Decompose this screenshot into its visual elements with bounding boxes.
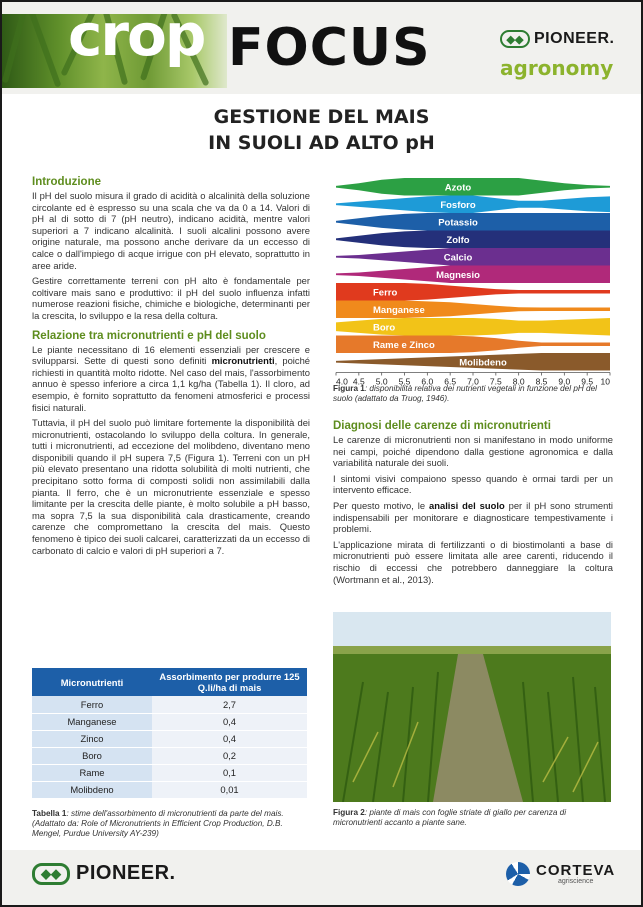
title-line-1: GESTIONE DEL MAIS [213,106,430,128]
chart-band-label: Magnesio [436,269,480,281]
corn-field-illustration [333,612,611,802]
pioneer-logo-top [500,30,614,48]
agronomy-label: agronomy [500,56,614,80]
pioneer-logo-icon: ◆◆ [32,863,70,885]
chart-x-tick-label: 10 [600,376,610,386]
diagnosis-paragraph-3 [333,500,613,535]
chart-x-tick-label: 5.5 [398,376,411,386]
figure-1-label: Figura 1 [333,384,365,393]
table-cell-nutrient: Boro [32,747,152,764]
chart-x-tick-label: 5.0 [375,376,388,386]
diagnosis-heading: Diagnosi delle carenze di micronutrienti [333,420,551,432]
diagnosis-p3-text-a: Per questo motivo, le [333,499,430,511]
relation-heading: Relazione tra micronutrienti e pH del suolo [32,329,266,342]
corteva-sub: agriscience [558,878,594,885]
chart-band-zolfo [336,231,610,249]
chart-band-label: Molibdeno [459,357,507,369]
intro-heading: Introduzione [32,176,101,188]
page-title [0,104,643,156]
corteva-wordmark [536,863,615,885]
table-row [32,747,307,764]
table-row [32,713,307,730]
table-cell-uptake: 0,4 [152,730,307,747]
focus-wordmark: FOCUS [228,18,431,78]
table-cell-uptake: 0,4 [152,713,307,730]
pioneer-logo-icon: ◆◆ [500,30,530,48]
intro-paragraph-1: Il pH del suolo misura il grado di acidità o alcalinità della soluzione circolante ed è espresso su una scala che va da 0 a 14. Valori di pH al di sotto di 7 (pH neutro), indicano acidità, mentre valori superiori a 7 indicano alcalinità. I suoli alcalini possono avere origine naturale, ma possono anche derivare da un eccesso di calce o dall'impiego di acque irrigue con pH elevato, soprattutto in aree aride. [32,190,310,271]
table-row [32,764,307,781]
chart-x-tick-label: 8.5 [535,376,548,386]
right-column [333,420,613,589]
crop-wordmark: crop [68,1,205,69]
chart-band-label: Rame e Zinco [373,339,435,351]
table-cell-nutrient: Ferro [32,696,152,713]
table-caption-text: : stime dell'assorbimento di micronutrienti da parte del mais. (Adattato da: Role of Micronutrients in Efficient Crop Production, D.B. Mengel, Purdue University AY-239) [32,808,284,838]
table-cell-nutrient: Manganese [32,713,152,730]
table-row [32,696,307,713]
chart-band-label: Potassio [438,217,478,229]
table-row [32,730,307,747]
relation-p1-bold: micronutrienti [211,355,275,367]
relation-p1-text-c: , poiché richiesti in quantità molto ridotte. Nel caso del mais, l'assorbimento annuo è spesso inferiore a circa 1,1 kg/ha (Tabella 1). Il cloro, ad esempio, è fornito soprattutto da fenomeni atmosferici e processi fisici naturali. [32,355,310,413]
chart-band-label: Fosforo [440,199,476,211]
figure-1-caption [333,384,613,404]
corteva-logo [506,862,615,886]
chart-band-label: Boro [373,322,396,334]
table-cell-uptake: 0,01 [152,781,307,798]
left-column [32,176,310,560]
chart-x-tick-label: 8.0 [512,376,525,386]
diagnosis-paragraph-1: Le carenze di micronutrienti non si manifestano in modo uniforme nei campi, poiché dipendono dalla gestione agronomica e dalla variabilità naturale dei suoli. [333,434,613,469]
chart-x-tick-label: 6.0 [421,376,434,386]
table-caption [32,809,312,839]
corteva-icon [506,862,530,886]
figure-2-label: Figura 2 [333,808,365,817]
chart-band-azoto [336,178,610,196]
micronutrient-table [32,668,307,799]
chart-band-label: Ferro [373,287,398,299]
chart-band-calcio [336,248,610,266]
chart-band-label: Azoto [444,182,472,194]
chart-band-label: Calcio [443,252,473,264]
chart-band-label: Manganese [373,304,425,316]
table-header-uptake: Assorbimento per produrre 125 Q.li/ha di mais [152,668,307,696]
table-cell-nutrient: Rame [32,764,152,781]
diagnosis-paragraph-4: L'applicazione mirata di fertilizzanti o di biostimolanti a base di micronutrienti può essere limitata alle aree carenti, riducendo il rischio di eccessi che potrebbero danneggiare la coltura (Wortmann et al., 2013). [333,538,613,585]
chart-x-tick-label: 7.0 [467,376,479,386]
table-caption-label: Tabella 1 [32,808,67,818]
table-cell-uptake: 0,1 [152,764,307,781]
table-cell-nutrient: Molibdeno [32,781,152,798]
chart-x-tick-label: 6.5 [444,376,457,386]
chart-x-tick-label: 9.5 [581,376,594,386]
relation-paragraph-1 [32,344,310,414]
diagnosis-p3-text-c: per il pH sono strumenti indispensabili per monitorare e diagnosticare tempestivamente i problemi. [333,499,613,535]
table-cell-uptake: 2,7 [152,696,307,713]
micronutrient-table-block [32,668,312,839]
figure-2-text: : piante di mais con foglie striate di giallo per carenza di micronutrienti accanto a piante sane. [333,808,567,827]
relation-p1-text-a: Le piante necessitano di 16 elementi essenziali per crescere e svilupparsi. Sette di questi sono definiti [32,343,310,367]
relation-paragraph-2: Tuttavia, il pH del suolo può limitare fortemente la disponibilità dei micronutrienti, ostacolando lo sviluppo della coltura. In generale, tutti i micronutrienti, ad eccezione del molibdeno, diventano meno disponibili quando il pH supera 7,5 (Figura 1). Terreni con un pH più elevato presentano una ridotta solubilità di molti nutrienti, che precipitano sotto forma di composti solidi non assimilabili dalla pianta. Il ferro, che è un micronutriente essenziale e spesso limitante per la crescita delle piante, è molto solubile a pH basso, ma sopra 7,5 la sua disponibilità cala drasticamente, creando carenze che compromettano la crescita del mais. Questo fenomeno è tipico dei suoli calcarei, caratterizzati da un eccesso di carbonato di calcio e valori di pH superiori a 7. [32,417,310,556]
pioneer-brand-name-footer: PIONEER. [76,862,176,884]
table-header-micronutrients: Micronutrienti [32,668,152,696]
chart-x-tick-label: 4.0 [336,376,348,386]
diagnosis-p3-bold: analisi del suolo [429,499,505,511]
pioneer-logo-bottom [32,862,176,885]
table-row [32,781,307,798]
chart-x-tick-label: 4.5 [352,376,365,386]
chart-x-tick-label: 7.5 [489,376,502,386]
corteva-name: CORTEVA [536,862,616,879]
corn-field-photo [333,612,611,802]
chart-x-tick-label: 9.0 [558,376,571,386]
chart-band-label: Zolfo [446,234,470,246]
table-cell-nutrient: Zinco [32,730,152,747]
intro-paragraph-2: Gestire correttamente terreni con pH alto è fondamentale per coltivare mais sano e produttivo: il pH del suolo influenza infatti numerose reazioni fisiche, chimiche e biologiche, determinanti per la crescita, lo sviluppo e la resa della coltura. [32,275,310,321]
pioneer-brand-name: PIONEER. [534,30,615,47]
title-line-2: IN SUOLI AD ALTO pH [208,132,435,154]
diagnosis-paragraph-2: I sintomi visivi compaiono spesso quando è ormai tardi per un intervento efficace. [333,472,613,496]
nutrient-availability-chart [333,176,613,386]
figure-2-caption [333,808,613,828]
table-cell-uptake: 0,2 [152,747,307,764]
figure-1-text: : disponibilità relativa dei nutrienti vegetali in funzione del pH del suolo (adattato da Truog, 1946). [333,384,597,403]
